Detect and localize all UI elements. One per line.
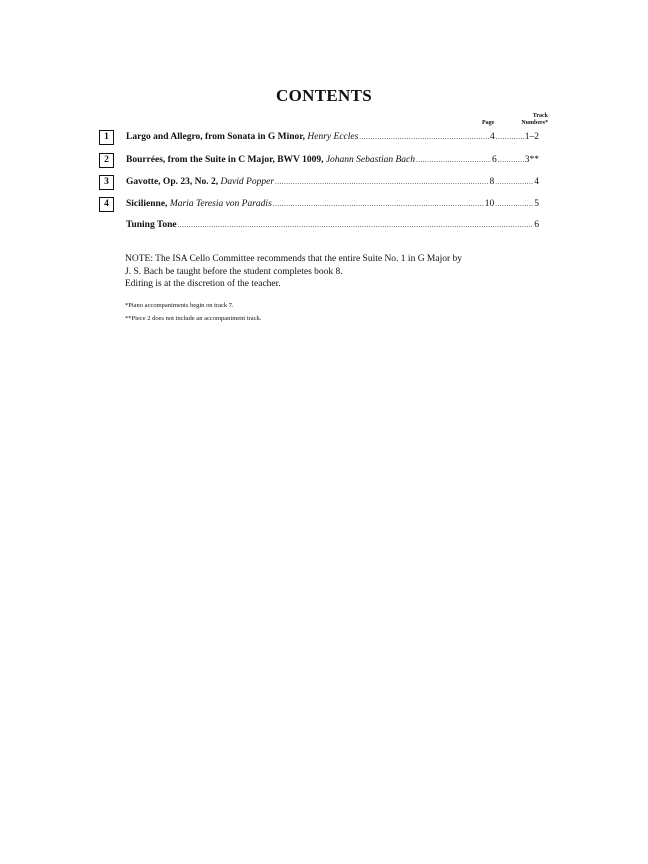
toc-entry-2[interactable]: [99, 153, 539, 169]
page-title: CONTENTS: [276, 86, 372, 105]
dot-leader: [498, 154, 524, 167]
track-number: 5: [534, 199, 539, 209]
track-number-box: 1: [99, 130, 114, 145]
entry-line: [126, 131, 539, 144]
toc-entry-1[interactable]: [99, 130, 539, 146]
dot-leader: [273, 198, 484, 211]
page-number: 6: [492, 155, 497, 165]
piece-title: Largo and Allegro, from Sonata in G Minor,: [126, 132, 306, 142]
track-header-line2: Numbers*: [521, 120, 548, 126]
piece-title: Sicilienne,: [126, 199, 168, 209]
page-number: 8: [489, 177, 495, 187]
entry-line: [126, 219, 539, 232]
piece-title: Bourrées, from the Suite in C Major, BWV 1009,: [126, 155, 324, 165]
composer-name: Maria Teresia von Paradis: [169, 199, 272, 209]
toc-entry-3[interactable]: [99, 175, 539, 191]
entry-line: [126, 198, 539, 211]
composer-name: Johann Sebastian Bach: [325, 155, 416, 165]
track-number-box: 4: [99, 197, 114, 212]
note-block: [125, 253, 525, 291]
note-line: Editing is at the discretion of the teacher.: [125, 279, 281, 289]
track-header-line1: Track: [532, 113, 548, 119]
track-number-box: 2: [99, 153, 114, 168]
dot-leader: [178, 219, 534, 232]
piece-title: Gavotte, Op. 23, No. 2,: [126, 177, 219, 187]
dot-leader: [359, 131, 489, 144]
entry-line: [126, 154, 539, 167]
composer-name: Henry Eccles: [307, 132, 359, 142]
piece-title: Tuning Tone: [126, 220, 177, 230]
dot-leader: [496, 131, 524, 144]
dot-leader: [275, 176, 488, 189]
track-number: 3**: [524, 155, 539, 165]
page-number: 10: [484, 199, 495, 209]
track-number: 4: [534, 177, 539, 187]
note-line: NOTE: The ISA Cello Committee recommends that the entire Suite No. 1 in G Major by: [125, 254, 463, 264]
track-column-header: [521, 113, 548, 127]
track-number: 1–2: [524, 132, 539, 142]
note-line: J. S. Bach be taught before the student completes book 8.: [125, 266, 343, 277]
page-number: 4: [490, 132, 495, 142]
footnote-piano: *Piano accompaniments begin on track 7.: [125, 302, 234, 309]
composer-name: David Popper: [220, 177, 275, 187]
entry-line: [126, 176, 539, 189]
dot-leader: [416, 154, 491, 167]
footnote-piece-2: **Piece 2 does not include an accompaniment track.: [125, 315, 262, 322]
track-number-box: 3: [99, 175, 114, 190]
dot-leader: [495, 198, 533, 211]
toc-entry-tuning[interactable]: [99, 218, 539, 234]
page-column-header: Page: [482, 120, 495, 126]
toc-entry-4[interactable]: [99, 197, 539, 213]
track-number: 6: [534, 220, 539, 230]
dot-leader: [495, 176, 533, 189]
